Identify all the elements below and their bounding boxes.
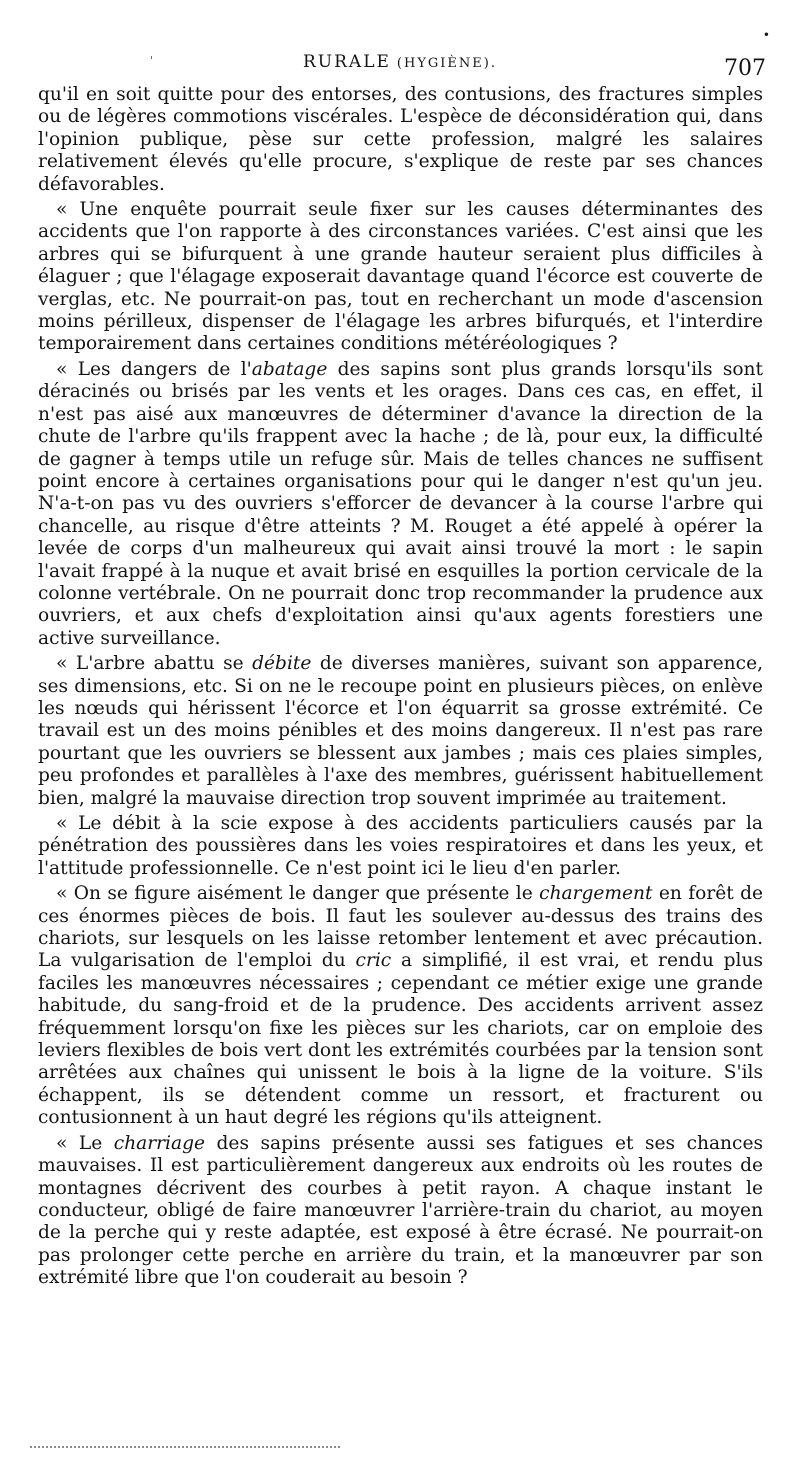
text-run: des sapins sont plus grands lorsqu'ils sont déracinés ou brisés par les vents et les orages. Dans ces cas, en effet, il n'est pas aisé aux manœuvres de déterminer d'avance la direction de la chute de l'arbre qu'ils frappent avec la hache ; de là, pour eux, la difficulté de gagner à temps utile un refuge sûr. Mais de telles chances ne suffisent point encore à certaines organisations pour qui le danger n'est qu'un jeu. N'a-t-on pas vu des ouvriers s'efforcer de devancer à la course l'arbre qui chancelle, au risque d'être atteints ? M. Rouget a été appelé à opérer la levée de corps d'un malheureux qui avait ainsi trouvé la mort : le sapin l'avait frappé à la nuque et avait brisé en esquilles la portion cervicale de la colonne vertébrale. On ne pourrait donc trop recommander la prudence aux ouvriers, et aux chefs d'exploitation ainsi qu'aux agents forestiers une active surveillance. [38, 358, 763, 649]
paragraph [38, 84, 763, 196]
paragraph [38, 199, 763, 356]
paragraph [38, 883, 763, 1129]
body-text [38, 84, 763, 1290]
paragraph [38, 813, 763, 880]
corner-mark: • [762, 28, 770, 42]
italic-term: cric [355, 950, 392, 972]
text-run: « Le [56, 1132, 114, 1154]
text-run: « On se figure aisément le danger que présente le [56, 883, 540, 905]
text-run: de diverses manières, suivant son apparence, ses dimensions, etc. Si on ne le recoupe point en plusieurs pièces, on enlève les nœuds qui hérissent l'écorce et l'on équarrit sa grosse extrémité. Ce travail est un des moins pénibles et des moins dangereux. Il n'est pas rare pourtant que les ouvriers se blessent aux jambes ; mais ces plaies simples, peu profondes et parallèles à l'axe des membres, guérissent habituellement bien, malgré la mauvaise direction trop souvent imprimée au traitement. [38, 653, 763, 809]
text-run: en forêt de ces énormes pièces de bois. Il faut les soulever au-dessus des trains des chariots, sur lesquels on les laisse retomber lentement et avec précaution. La vulgarisation de l'emploi du [38, 883, 763, 972]
page-number: 707 [724, 56, 766, 81]
paragraph [38, 1133, 763, 1290]
text-run: « Les dangers de l' [56, 358, 252, 380]
footer-rule [30, 1446, 340, 1448]
running-head-subtitle: (HYGIÈNE). [396, 56, 497, 71]
paragraph [38, 653, 763, 810]
running-head [30, 52, 770, 72]
printer-mark: ' [150, 54, 154, 67]
text-run: des sapins présente aussi ses fatigues et ses chances mauvaises. Il est particulièrement dangereux aux endroits où les routes de montagnes décrivent des courbes à petit rayon. A chaque instant le conducteur, obligé de faire manœuvrer l'arrière-train du chariot, au moyen de la perche qui y reste adaptée, est exposé à être écrasé. Ne pourrait-on pas prolonger cette perche en arrière du train, et la manœuvrer par son extrémité libre que l'on couderait au besoin ? [38, 1132, 763, 1289]
text-run: « Une enquête pourrait seule fixer sur les causes déterminantes des accidents que l'on rapporte à des circonstances variées. C'est ainsi que les arbres qui se bifurquent à une grande hauteur seraient plus difficiles à élaguer ; que l'élagage exposerait davantage quand l'écorce est couverte de verglas, etc. Ne pourrait-on pas, tout en recherchant un mode d'ascension moins périlleux, dispenser de l'élagage les arbres bifurqués, et l'interdire temporairement dans certaines conditions météréologiques ? [38, 199, 763, 355]
italic-term: charriage [113, 1132, 205, 1154]
page-header [30, 50, 770, 80]
paragraph [38, 359, 763, 650]
italic-term: débite [252, 653, 312, 675]
running-head-title: RURALE [303, 52, 391, 72]
text-run: « Le débit à la scie expose à des accidents particuliers causés par la pénétration des poussières dans les voies respiratoires et dans les yeux, et l'attitude professionnelle. Ce n'est point ici le lieu d'en parler. [38, 813, 763, 879]
italic-term: abatage [251, 358, 328, 380]
text-run: « L'arbre abattu se [56, 653, 253, 675]
italic-term: chargement [539, 883, 653, 905]
text-run: qu'il en soit quitte pour des entorses, des contusions, des fractures simples ou de légères commotions viscérales. L'espèce de déconsidération qui, dans l'opinion publique, pèse sur cette profession, malgré les salaires relativement élevés qu'elle procure, s'explique de reste par ses chances défavorables. [38, 84, 763, 195]
text-run: a simplifié, il est vrai, et rendu plus faciles les manœuvres nécessaires ; cependant ce métier exige une grande habitude, du sang-froid et de la prudence. Des accidents arrivent assez fréquemment lorsqu'on fixe les pièces sur les chariots, car on emploie des leviers flexibles de bois vert dont les extrémités courbées par la tension sont arrêtées aux chaînes qui unissent le bois à la ligne de la voiture. S'ils échappent, ils se détendent comme un ressort, et fracturent ou contusionnent à un haut degré les régions qu'ils atteignent. [38, 950, 764, 1129]
